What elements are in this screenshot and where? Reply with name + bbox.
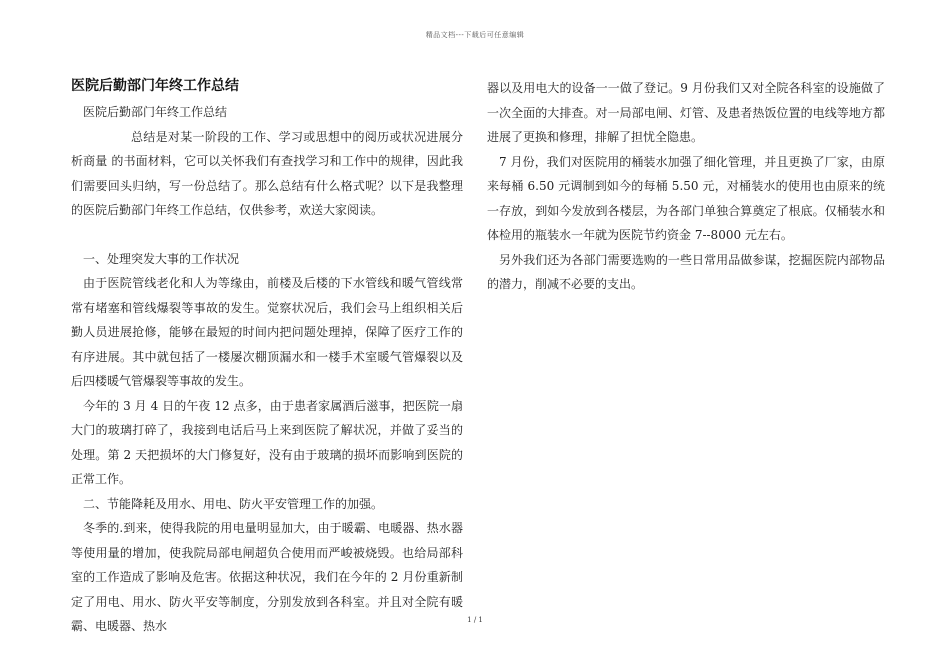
section2-paragraph-1-continued: 器以及用电大的设备一一做了登记。9 月份我们又对全院各科室的设施做了一次全面的大排查。对一局部电闸、灯管、及患者热饭位置的电线等地方都进展了更换和修理，排解了担忧全隐患。: [487, 81, 885, 144]
left-column: [71, 76, 463, 639]
section2-heading: 二、节能降耗及用水、用电、防火平安管理工作的加强。: [83, 496, 384, 511]
document-subtitle: 医院后勤部门年终工作总结: [83, 105, 228, 119]
page-header: 精品文档---下载后可任意编辑: [425, 31, 525, 39]
paragraph-gap: [71, 223, 463, 247]
section1-paragraph-1: 由于医院管线老化和人为等缘由，前楼及后楼的下水管线和暖气管线常常有堵塞和管线爆裂等事故的发生。觉察状况后，我们会马上组织相关后勤人员进展抢修，能够在最短的时间内把问题处理掉，保障了医疗工作的有序进展。其中就包括了一楼屡次棚顶漏水和一楼手术室暖气管爆裂以及后四楼暖气管爆裂等事故的发生。: [71, 276, 463, 388]
section2-paragraph-3: 另外我们还为各部门需要选购的一些日常用品做参谋，挖掘医院内部物品的潜力，削减不必要的支出。: [487, 252, 885, 291]
intro-paragraph: 总结是对某一阶段的工作、学习或思想中的阅历或状况进展分析商量 的书面材料，它可以关怀我们有查找学习和工作中的规律，因此我们需要回头归纳，写一份总结了。那么总结有什么格式呢？以下是我整理的医院后勤部门年终工作总结，仅供参考，欢送大家阅读。: [71, 129, 463, 217]
page-number: 1 / 1: [467, 616, 483, 624]
section1-heading: 一、处理突发大事的工作状况: [83, 251, 240, 266]
section2-paragraph-1-start: 冬季的.到来，使得我院的用电量明显加大，由于暖霸、电暖器、热水器等使用量的增加，使我院局部电闸超负合使用而严峻被烧毁。也给局部科室的工作造成了影响及危害。依据这种状况，我们在今年的 2 月份重新制定了用电、用水、防火平安等制度，分别发放到各科室。并且对全院有暖霸、电暖器、热水: [71, 521, 463, 633]
document-title: 医院后勤部门年终工作总结: [71, 78, 239, 94]
right-column: [487, 76, 885, 297]
section2-paragraph-2: 7 月份，我们对医院用的桶装水加强了细化管理，并且更换了厂家，由原来每桶 6.50 元调制到如今的每桶 5.50 元，对桶装水的使用也由原来的统一存放，到如今发放到各楼层，为各部门单独合算奠定了根底。仅桶装水和体检用的瓶装水一年就为医院节约资金 7--8000 元左右。: [487, 154, 885, 242]
section1-paragraph-2: 今年的 3 月 4 日的午夜 12 点多，由于患者家属酒后滋事，把医院一扇大门的玻璃打碎了，我接到电话后马上来到医院了解状况，并做了妥当的处理。第 2 天把损坏的大门修复好，没有由于玻璃的损坏而影响到医院的正常工作。: [71, 398, 463, 486]
